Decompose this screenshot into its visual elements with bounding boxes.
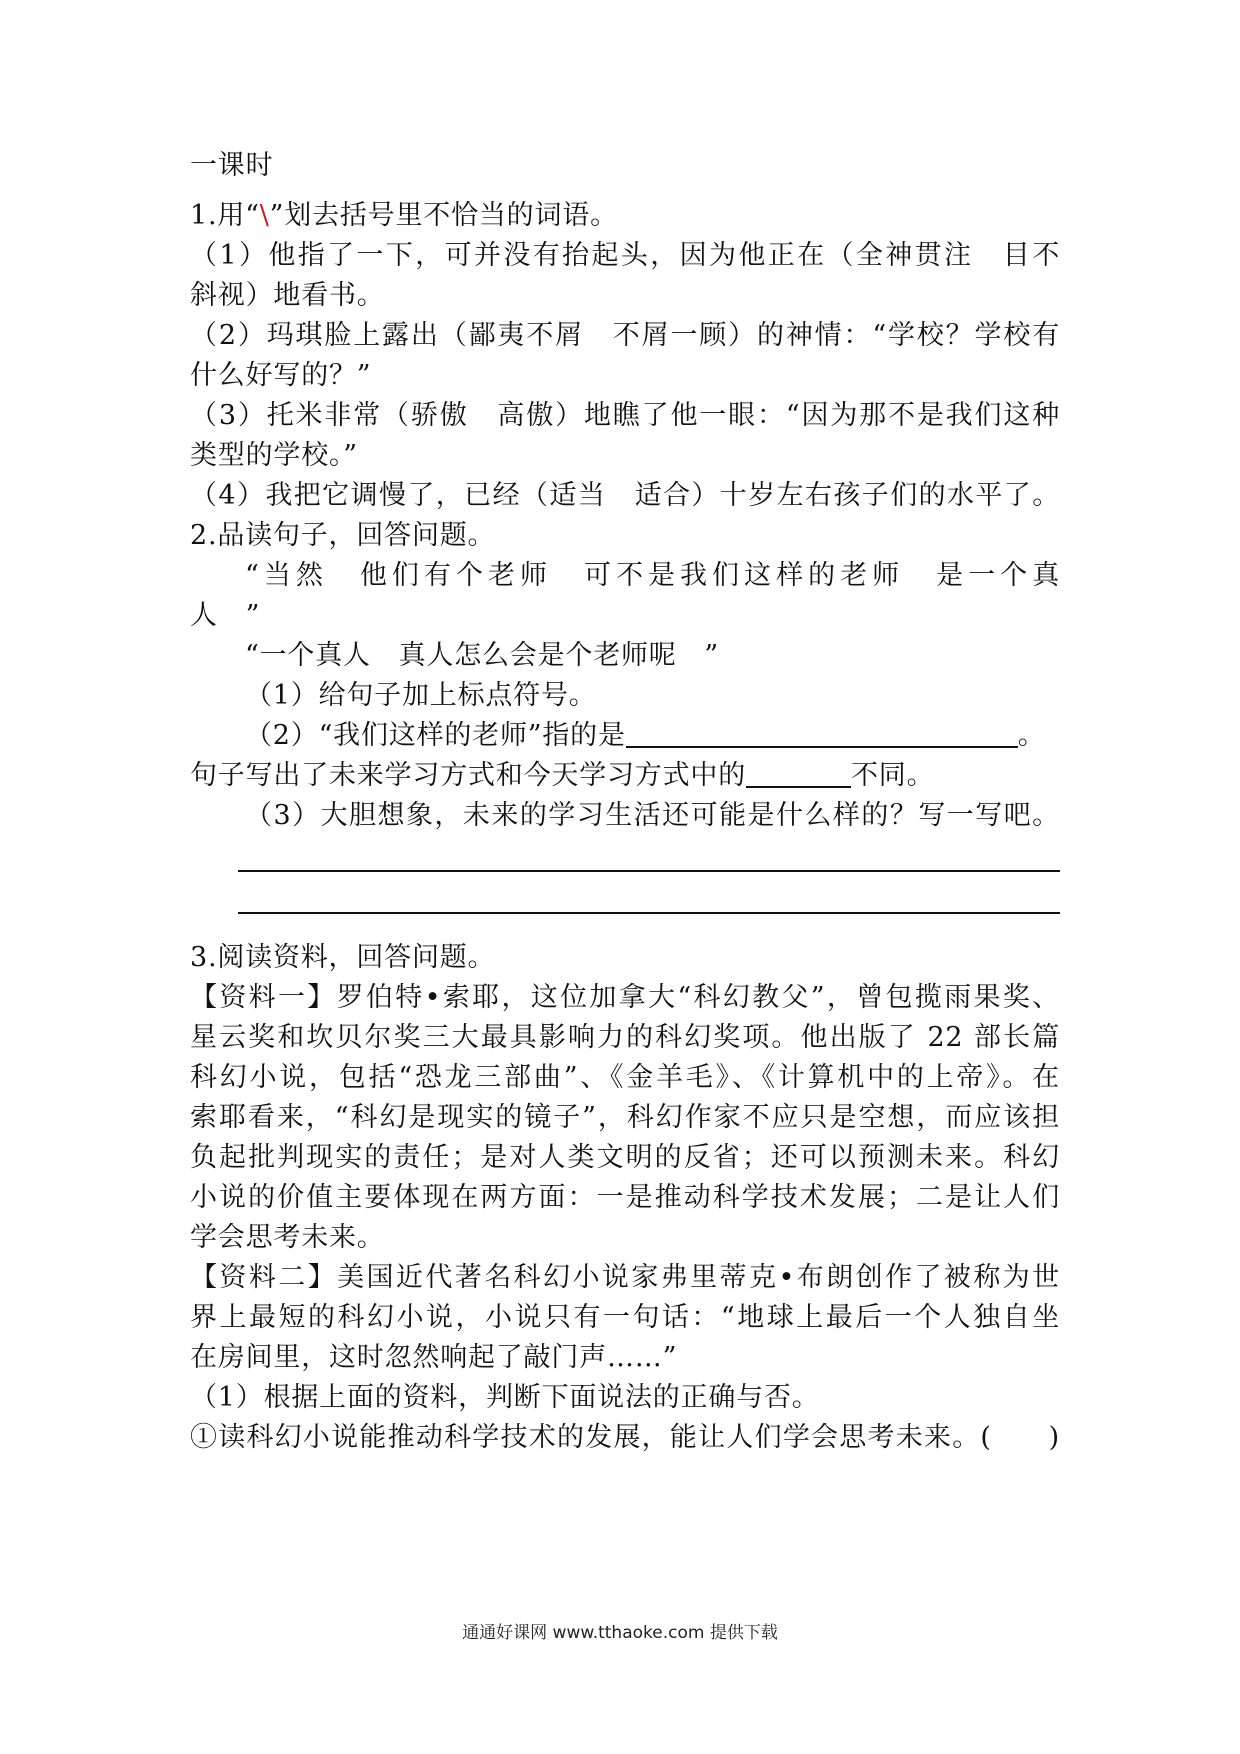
q2-sub3: （3）大胆想象，未来的学习生活还可能是什么样的？写一写吧。 <box>245 800 1060 831</box>
q2-stem: 2.品读句子，回答问题。 <box>190 520 496 551</box>
q1-item4: （4）我把它调慢了，已经（适当 适合）十岁左右孩子们的水平了。 <box>190 480 1060 511</box>
q3-material1-line5: 负起批判现实的责任；是对人类文明的反省；还可以预测未来。科幻 <box>190 1142 1060 1173</box>
q2-sub1: （1）给句子加上标点符号。 <box>245 680 597 711</box>
footer-watermark: 通通好课网 www.tthaoke.com 提供下载 <box>462 1623 778 1643</box>
answer-line-2[interactable] <box>238 912 1060 914</box>
q3-sub1: （1）根据上面的资料，判断下面说法的正确与否。 <box>190 1382 820 1413</box>
q2-quote1-line2: 人 ” <box>190 600 261 631</box>
q1-stem: 1.用“\”划去括号里不恰当的词语。 <box>190 200 618 231</box>
q2-quote1-line1: “当然 他们有个老师 可不是我们这样的老师 是一个真 <box>245 560 1060 591</box>
q1-item3-line1: （3）托米非常（骄傲 高傲）地瞧了他一眼：“因为那不是我们这种 <box>190 400 1060 431</box>
q3-sub1-item1: ①读科幻小说能推动科学技术的发展，能让人们学会思考未来。( ) <box>190 1422 1060 1453</box>
answer-blank-long[interactable] <box>626 716 1018 748</box>
q2-quote2: “一个真人 真人怎么会是个老师呢 ” <box>245 640 720 671</box>
q3-material2-line3: 在房间里，这时忽然响起了敲门声……” <box>190 1342 678 1373</box>
backslash-mark: \ <box>259 200 270 231</box>
q3-material1-line6: 小说的价值主要体现在两方面：一是推动科学技术发展；二是让人们 <box>190 1182 1060 1213</box>
q1-item3-line2: 类型的学校。” <box>190 440 358 471</box>
answer-blank-short[interactable] <box>746 756 851 788</box>
q3-material1-line2: 星云奖和坎贝尔奖三大最具影响力的科幻奖项。他出版了 22 部长篇 <box>190 1022 1060 1053</box>
q1-item1-line2: 斜视）地看书。 <box>190 280 385 311</box>
q2-sub2-line2: 句子写出了未来学习方式和今天学习方式中的 不同。 <box>190 756 1060 796</box>
q3-stem: 3.阅读资料，回答问题。 <box>190 942 496 973</box>
q1-item2-line1: （2）玛琪脸上露出（鄙夷不屑 不屑一顾）的神情：“学校？学校有 <box>190 320 1060 351</box>
q3-material1-line7: 学会思考未来。 <box>190 1222 385 1253</box>
q3-material1-line3: 科幻小说，包括“恐龙三部曲”、《金羊毛》、《计算机中的上帝》。在 <box>190 1062 1060 1093</box>
q3-material1-line1: 【资料一】罗伯特•索耶，这位加拿大“科幻教父”，曾包揽雨果奖、 <box>190 982 1060 1013</box>
q1-item2-line2: 什么好写的？” <box>190 360 372 391</box>
page-title: 一课时 <box>190 150 274 181</box>
q3-material2-line1: 【资料二】美国近代著名科幻小说家弗里蒂克•布朗创作了被称为世 <box>190 1262 1060 1293</box>
q3-material1-line4: 索耶看来，“科幻是现实的镜子”，科幻作家不应只是空想，而应该担 <box>190 1102 1060 1133</box>
answer-line-1[interactable] <box>238 870 1060 872</box>
q3-material2-line2: 界上最短的科幻小说，小说只有一句话：“地球上最后一个人独自坐 <box>190 1302 1060 1333</box>
q1-item1-line1: （1）他指了一下，可并没有抬起头，因为他正在（全神贯注 目不 <box>190 240 1060 271</box>
q2-sub2-line1: （2）“我们这样的老师”指的是 。 <box>245 716 1060 756</box>
